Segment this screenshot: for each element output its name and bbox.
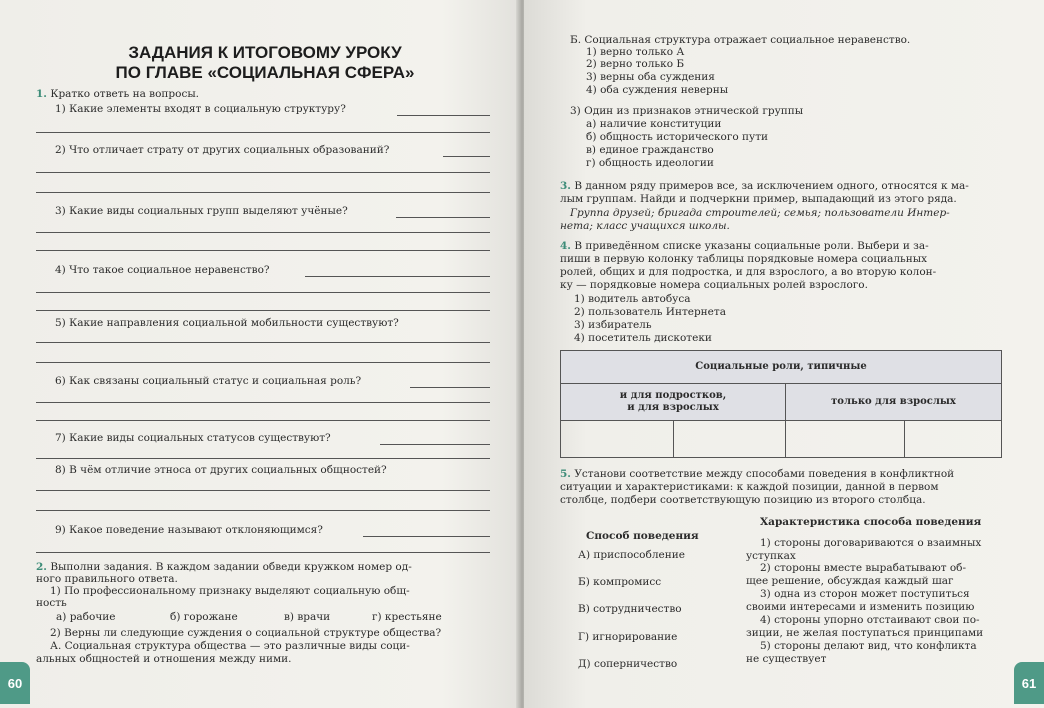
option-b[interactable]: б) горожане bbox=[170, 611, 238, 623]
task2-q1-line2: ность bbox=[36, 597, 67, 609]
option-v[interactable]: в) врачи bbox=[284, 611, 331, 623]
page-number-61: 61 bbox=[1014, 662, 1044, 704]
characteristic-2-line2: щее решение, обсуждая каждый шаг bbox=[746, 575, 954, 587]
question-2: 2) Что отличает страту от других социальных образований? bbox=[55, 144, 390, 156]
task5-line1 bbox=[560, 468, 954, 481]
task4-number: 4. bbox=[560, 240, 571, 252]
task2-number: 2. bbox=[36, 561, 47, 573]
col1-header-line1: и для подростков, bbox=[619, 390, 727, 401]
statement-b: Б. Социальная структура отражает социальное неравенство. bbox=[570, 34, 911, 46]
left-page bbox=[0, 0, 520, 708]
answer-line[interactable] bbox=[36, 458, 490, 459]
question-1: 1) Какие элементы входят в социальную структуру? bbox=[55, 103, 346, 115]
answer-line[interactable] bbox=[36, 250, 490, 251]
characteristic-3-line1: 3) одна из сторон может поступиться bbox=[760, 588, 970, 600]
task3-line2: лым группам. Найди и подчеркни пример, выпадающий из этого ряда. bbox=[560, 193, 957, 205]
role-1: 1) водитель автобуса bbox=[574, 293, 691, 305]
answer-line[interactable] bbox=[36, 310, 490, 311]
characteristic-3-line2: своими интересами и изменить позицию bbox=[746, 601, 975, 613]
roles-table-cell[interactable] bbox=[904, 420, 1002, 458]
method-v: В) сотрудничество bbox=[578, 603, 682, 615]
task3-text: В данном ряду примеров все, за исключением одного, относятся к ма- bbox=[574, 180, 969, 192]
answer-line[interactable] bbox=[36, 172, 490, 173]
task3-examples-line1[interactable]: Группа друзей; бригада строителей; семья; пользователи Интер- bbox=[570, 207, 950, 219]
roles-table-col2-header: только для взрослых bbox=[785, 383, 1002, 421]
task3-line1 bbox=[560, 180, 969, 193]
role-2: 2) пользователь Интернета bbox=[574, 306, 726, 318]
question-7: 7) Какие виды социальных статусов существуют? bbox=[55, 432, 331, 444]
answer-line[interactable] bbox=[36, 292, 490, 293]
option-g[interactable]: г) крестьяне bbox=[372, 611, 442, 623]
answer-line[interactable] bbox=[36, 132, 490, 133]
task2-q1-line1: 1) По профессиональному признаку выделяют социальную общ- bbox=[50, 585, 410, 597]
characteristic-1-line1: 1) стороны договариваются о взаимных bbox=[760, 537, 982, 549]
task2-text: Выполни задания. В каждом задании обведи кружком номер од- bbox=[50, 561, 412, 573]
method-g: Г) игнорирование bbox=[578, 631, 678, 643]
characteristic-2-line1: 2) стороны вместе вырабатывают об- bbox=[760, 562, 967, 574]
task1-number: 1. bbox=[36, 88, 47, 100]
answer-line[interactable] bbox=[36, 192, 490, 193]
answer-line[interactable] bbox=[36, 232, 490, 233]
b-option-3[interactable]: 3) верны оба суждения bbox=[586, 71, 715, 83]
answer-line[interactable] bbox=[36, 490, 490, 491]
method-d: Д) соперничество bbox=[578, 658, 678, 670]
question-8: 8) В чём отличие этноса от других социальных общностей? bbox=[55, 464, 387, 476]
characteristic-5-line1: 5) стороны делают вид, что конфликта bbox=[760, 640, 977, 652]
task3-examples-line2[interactable]: нета; класс учащихся школы. bbox=[560, 220, 730, 232]
question-3: 3) Какие виды социальных групп выделяют учёные? bbox=[55, 205, 348, 217]
task1-intro bbox=[36, 88, 199, 101]
answer-line[interactable] bbox=[36, 342, 490, 343]
answer-line[interactable] bbox=[36, 552, 490, 553]
right-page bbox=[524, 0, 1044, 708]
task1-text: Кратко ответь на вопросы. bbox=[50, 88, 200, 100]
characteristic-4-line1: 4) стороны упорно отстаивают свои по- bbox=[760, 614, 980, 626]
task2-q2: 2) Верны ли следующие суждения о социальной структуре общества? bbox=[50, 627, 442, 639]
roles-table-cell[interactable] bbox=[560, 420, 674, 458]
characteristic-1-line2: уступках bbox=[746, 550, 796, 562]
method-b: Б) компромисс bbox=[578, 576, 662, 588]
b-option-2[interactable]: 2) верно только Б bbox=[586, 58, 685, 70]
page-title-line1: ЗАДАНИЯ К ИТОГОВОМУ УРОКУ bbox=[128, 43, 402, 62]
q3-option-v[interactable]: в) единое гражданство bbox=[586, 144, 714, 156]
q3-option-a[interactable]: а) наличие конституции bbox=[586, 118, 722, 130]
task4-line4: ку — порядковые номера социальных ролей взрослого. bbox=[560, 279, 868, 291]
task4-line3: ролей, общих и для подростка, и для взрослого, а во вторую колон- bbox=[560, 266, 937, 278]
b-option-4[interactable]: 4) оба суждения неверны bbox=[586, 84, 729, 96]
task2-line2: ного правильного ответа. bbox=[36, 573, 178, 585]
task4-text: В приведённом списке указаны социальные роли. Выбери и за- bbox=[574, 240, 929, 252]
question-4: 4) Что такое социальное неравенство? bbox=[55, 264, 270, 276]
role-4: 4) посетитель дискотеки bbox=[574, 332, 712, 344]
question-3-ethnic: 3) Один из признаков этнической группы bbox=[570, 105, 804, 117]
roles-table-col1-header bbox=[560, 383, 786, 421]
answer-line[interactable] bbox=[380, 444, 490, 445]
task4-line1 bbox=[560, 240, 929, 253]
answer-line[interactable] bbox=[410, 387, 490, 388]
roles-table-cell[interactable] bbox=[785, 420, 905, 458]
task5-text: Установи соответствие между способами поведения в конфликтной bbox=[574, 468, 955, 480]
answer-line[interactable] bbox=[305, 276, 490, 277]
answer-line[interactable] bbox=[396, 217, 490, 218]
question-6: 6) Как связаны социальный статус и социальная роль? bbox=[55, 375, 362, 387]
methods-header: Способ поведения bbox=[586, 530, 699, 542]
method-a: А) приспособление bbox=[578, 549, 685, 561]
roles-table-cell[interactable] bbox=[673, 420, 786, 458]
answer-line[interactable] bbox=[36, 510, 490, 511]
characteristic-4-line2: зиции, не желая поступаться принципами bbox=[746, 627, 984, 639]
q3-option-g[interactable]: г) общность идеологии bbox=[586, 157, 714, 169]
answer-line[interactable] bbox=[36, 420, 490, 421]
answer-line[interactable] bbox=[363, 536, 490, 537]
answer-line[interactable] bbox=[443, 156, 490, 157]
b-option-1[interactable]: 1) верно только А bbox=[586, 46, 685, 58]
roles-table-header: Социальные роли, типичные bbox=[560, 350, 1002, 384]
task5-line3: столбце, подбери соответствующую позицию из второго столбца. bbox=[560, 494, 926, 506]
role-3: 3) избиратель bbox=[574, 319, 652, 331]
page-number-60: 60 bbox=[0, 662, 30, 704]
q3-option-b[interactable]: б) общность исторического пути bbox=[586, 131, 769, 143]
task4-line2: пиши в первую колонку таблицы порядковые номера социальных bbox=[560, 253, 928, 265]
question-9: 9) Какое поведение называют отклоняющимся? bbox=[55, 524, 323, 536]
characteristic-5-line2: не существует bbox=[746, 653, 827, 665]
task2-qA-line1: А. Социальная структура общества — это различные виды соци- bbox=[50, 640, 410, 652]
col1-header-line2: и для взрослых bbox=[627, 402, 719, 413]
question-5: 5) Какие направления социальной мобильности существуют? bbox=[55, 317, 399, 329]
answer-line[interactable] bbox=[36, 362, 490, 363]
answer-line[interactable] bbox=[397, 115, 490, 116]
option-a[interactable]: а) рабочие bbox=[56, 611, 116, 623]
task3-number: 3. bbox=[560, 180, 571, 192]
page-title-line2: ПО ГЛАВЕ «СОЦИАЛЬНАЯ СФЕРА» bbox=[115, 63, 415, 82]
task2-qA-line2: альных общностей и отношения между ними. bbox=[36, 653, 292, 665]
characteristics-header: Характеристика способа поведения bbox=[760, 516, 982, 528]
task5-line2: ситуации и характеристиками: к каждой позиции, данной в первом bbox=[560, 481, 939, 493]
answer-line[interactable] bbox=[36, 402, 490, 403]
task5-number: 5. bbox=[560, 468, 571, 480]
